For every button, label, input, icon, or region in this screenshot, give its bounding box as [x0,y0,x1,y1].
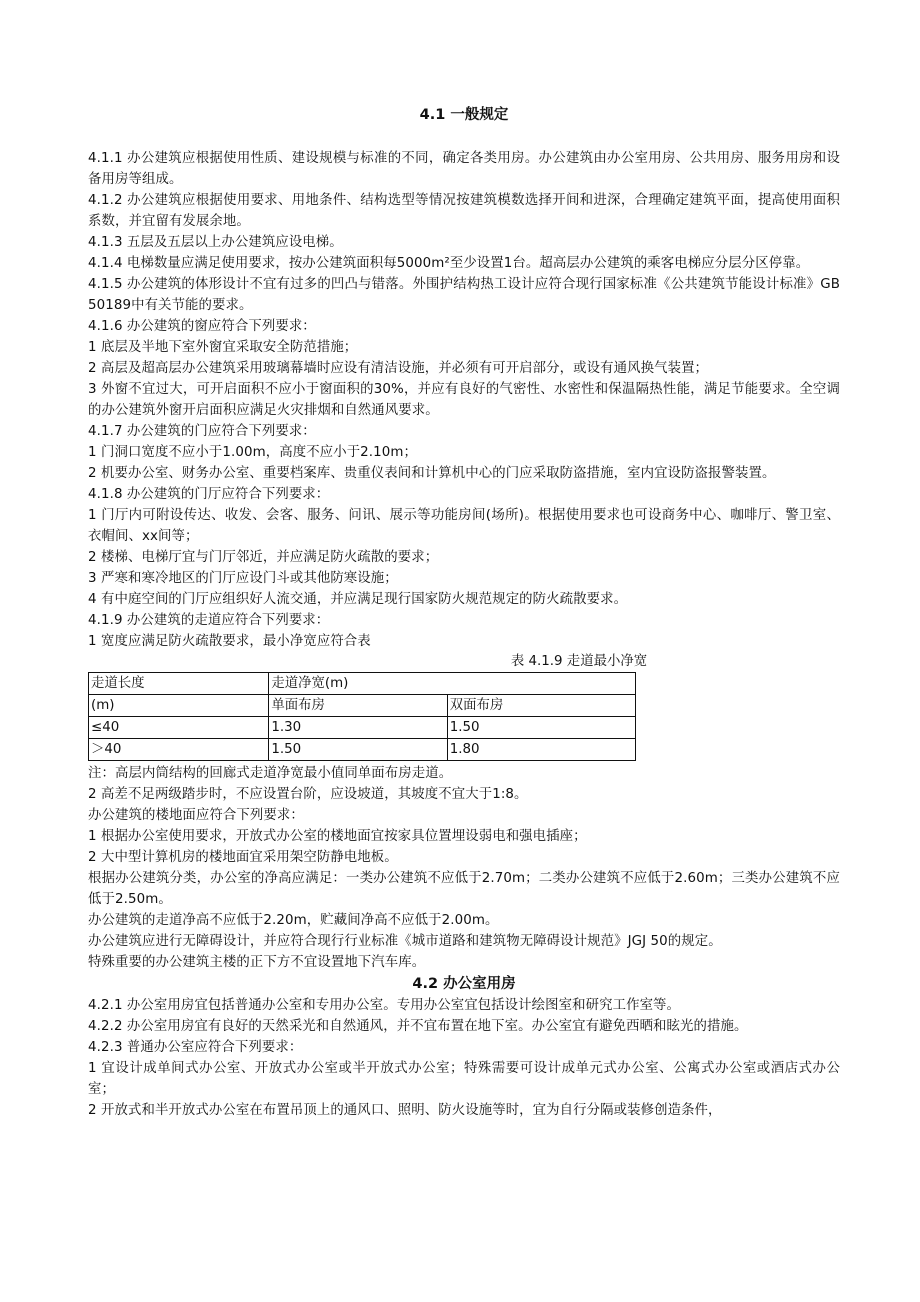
table-row [89,717,636,739]
clause-floor-item-1: 1 根据办公室使用要求，开放式办公室的楼地面宜按家具位置埋设弱电和强电插座； [88,829,587,844]
clause-4-2-3: 4.2.3 普通办公室应符合下列要求： [88,1040,303,1055]
clause-4-1-6-item-3: 3 外窗不宜过大，可开启面积不应小于窗面积的30%，并应有良好的气密性、水密性和保温隔热性能，满足节能要求。全空调的办公建筑外窗开启面积应满足火灾排烟和自然通风要求。 [88,382,840,418]
clause-4-1-8-item-3: 3 严寒和寒冷地区的门厅应设门斗或其他防寒设施； [88,571,398,586]
table-header-cell: 走道净宽(m) [269,673,636,695]
table-cell: 1.50 [269,739,447,761]
table-cell: 1.30 [269,717,447,739]
table-header-cell: 走道长度 [89,673,269,695]
clause-garage: 特殊重要的办公建筑主楼的正下方不宜设置地下汽车库。 [88,955,426,970]
clause-4-2-3-item-2: 2 开放式和半开放式办公室在布置吊顶上的通风口、照明、防火设施等时，宜为自行分隔或装修创造条件， [88,1103,722,1118]
clause-4-1-3: 4.1.3 五层及五层以上办公建筑应设电梯。 [88,235,343,250]
clause-4-1-8: 4.1.8 办公建筑的门厅应符合下列要求： [88,487,330,502]
clause-4-1-8-item-1: 1 门厅内可附设传达、收发、会客、服务、问讯、展示等功能房间(场所)。根据使用要求也可设商务中心、咖啡厅、警卫室、衣帽间、xx间等； [88,508,840,544]
table-header-cell: (m) [89,695,269,717]
clause-corridor-height: 办公建筑的走道净高不应低于2.20m，贮藏间净高不应低于2.00m。 [88,913,499,928]
clause-4-1-2: 4.1.2 办公建筑应根据使用要求、用地条件、结构选型等情况按建筑模数选择开间和进深，合理确定建筑平面，提高使用面积系数，并宜留有发展余地。 [88,193,840,229]
clause-4-1-9: 4.1.9 办公建筑的走道应符合下列要求： [88,613,330,628]
clause-height: 根据办公建筑分类，办公室的净高应满足：一类办公建筑不应低于2.70m；二类办公建筑不应低于2.60m；三类办公建筑不应低于2.50m。 [88,871,840,907]
clause-4-2-2: 4.2.2 办公室用房宜有良好的天然采光和自然通风，并不宜布置在地下室。办公室宜有避免西晒和眩光的措施。 [88,1019,748,1034]
clause-accessibility: 办公建筑应进行无障碍设计，并应符合现行行业标准《城市道路和建筑物无障碍设计规范》JGJ 50的规定。 [88,934,722,949]
clause-4-1-1: 4.1.1 办公建筑应根据使用性质、建设规模与标准的不同，确定各类用房。办公建筑由办公室用房、公共用房、服务用房和设备用房等组成。 [88,151,840,187]
clause-4-1-4: 4.1.4 电梯数量应满足使用要求，按办公建筑面积每5000m²至少设置1台。超高层办公建筑的乘客电梯应分层分区停靠。 [88,256,810,271]
table-cell: ≤40 [89,717,269,739]
table-header-cell: 双面布房 [447,695,635,717]
clause-4-1-8-item-4: 4 有中庭空间的门厅应组织好人流交通，并应满足现行国家防火规范规定的防火疏散要求。 [88,592,628,607]
section-title-4-1: 4.1 一般规定 [419,107,509,123]
clause-4-1-8-item-2: 2 楼梯、电梯厅宜与门厅邻近，并应满足防火疏散的要求； [88,550,439,565]
corridor-width-table [88,672,636,761]
table-header-cell: 单面布房 [269,695,447,717]
clause-4-2-1: 4.2.1 办公室用房宜包括普通办公室和专用办公室。专用办公室宜包括设计绘图室和研究工作室等。 [88,998,681,1013]
table-row [89,673,636,695]
table-cell: 1.50 [447,717,635,739]
clause-4-1-5: 4.1.5 办公建筑的体形设计不宜有过多的凹凸与错落。外围护结构热工设计应符合现行国家标准《公共建筑节能设计标准》GB 50189中有关节能的要求。 [88,277,840,313]
table-row [89,739,636,761]
clause-4-2-3-item-1: 1 宜设计成单间式办公室、开放式办公室或半开放式办公室；特殊需要可设计成单元式办公室、公寓式办公室或酒店式办公室； [88,1061,840,1097]
section-title-4-2: 4.2 办公室用房 [412,976,516,992]
clause-floor-item-2: 2 大中型计算机房的楼地面宜采用架空防静电地板。 [88,850,398,865]
clause-4-1-9-item-2: 2 高差不足两级踏步时，不应设置台阶，应设坡道，其坡度不宜大于1:8。 [88,787,528,802]
table-cell: ＞40 [89,739,269,761]
clause-4-1-6: 4.1.6 办公建筑的窗应符合下列要求： [88,319,316,334]
clause-4-1-9-item-1: 1 宽度应满足防火疏散要求，最小净宽应符合表 [88,634,371,649]
clause-4-1-7: 4.1.7 办公建筑的门应符合下列要求： [88,424,316,439]
table-row [89,695,636,717]
table-note: 注：高层内筒结构的回廊式走道净宽最小值同单面布房走道。 [88,766,453,781]
document-page [88,104,840,1121]
clause-4-1-6-item-2: 2 高层及超高层办公建筑采用玻璃幕墙时应设有清洁设施，并必须有可开启部分，或设有通风换气装置； [88,361,709,376]
clause-4-1-7-item-1: 1 门洞口宽度不应小于1.00m，高度不应小于2.10m； [88,445,418,460]
clause-floor: 办公建筑的楼地面应符合下列要求： [88,808,304,823]
table-cell: 1.80 [447,739,635,761]
clause-4-1-6-item-1: 1 底层及半地下室外窗宜采取安全防范措施； [88,340,358,355]
clause-4-1-7-item-2: 2 机要办公室、财务办公室、重要档案库、贵重仪表间和计算机中心的门应采取防盗措施，室内宜设防盗报警装置。 [88,466,776,481]
table-caption: 表 4.1.9 走道最小净宽 [510,654,648,669]
